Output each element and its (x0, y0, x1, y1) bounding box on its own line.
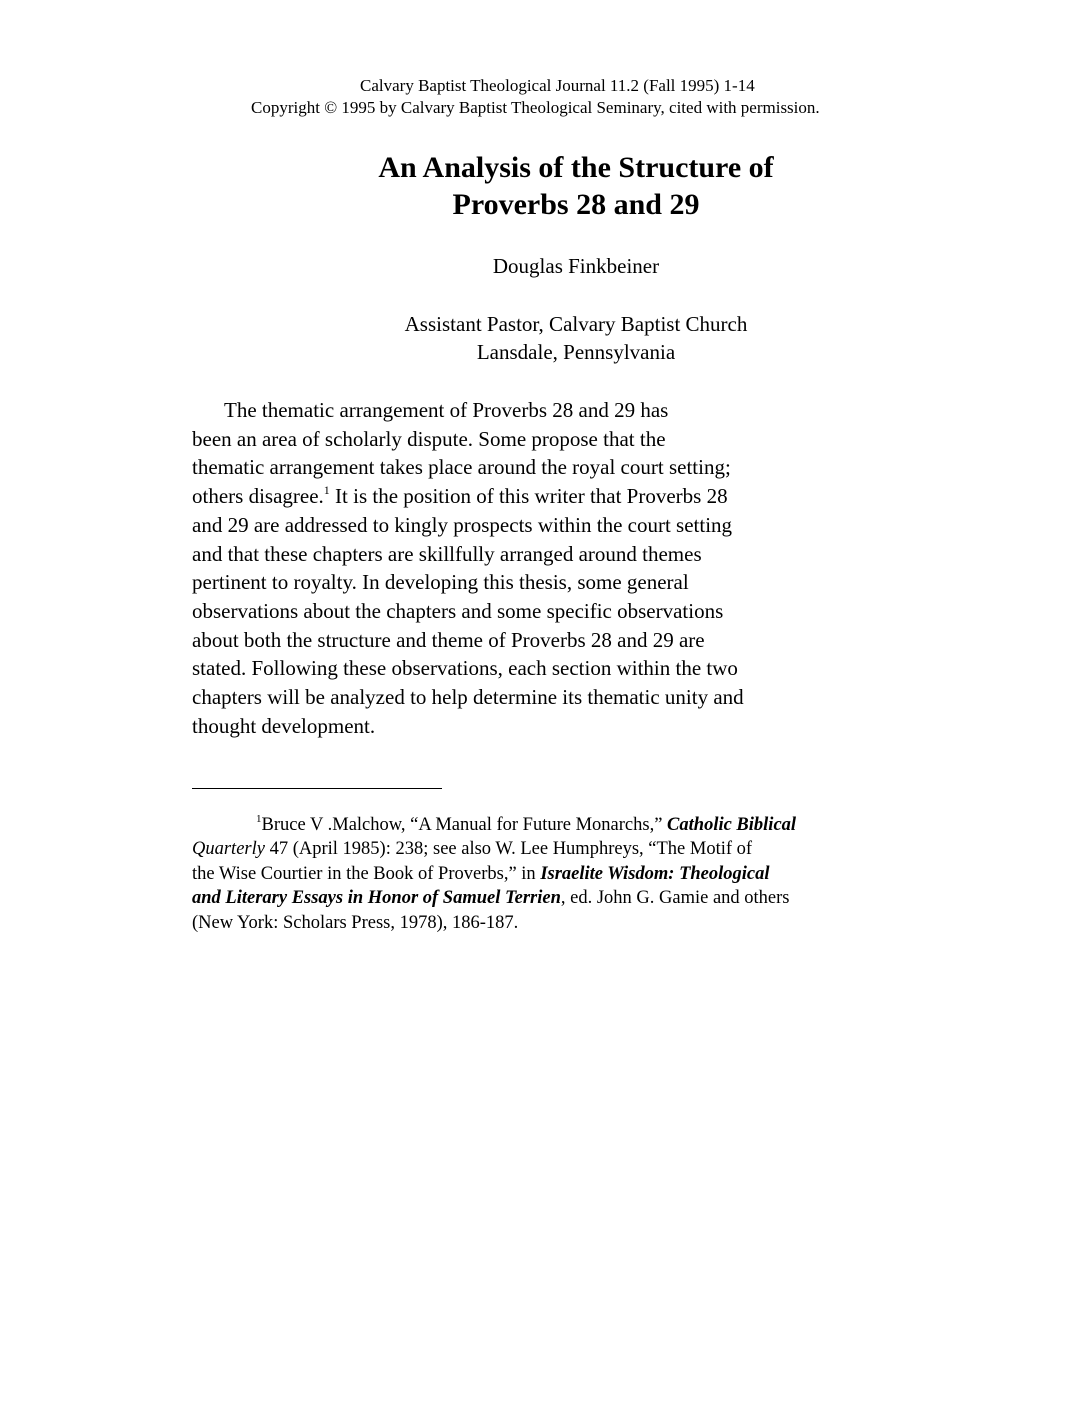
footnote-text: , ed. John G. Gamie and others (560, 888, 790, 909)
body-line: thematic arrangement takes place around the royal court setting; (192, 455, 731, 480)
body-text: others disagree. (192, 484, 324, 509)
article-title-line-2: Proverbs 28 and 29 (452, 188, 700, 221)
footnote-separator (192, 788, 442, 789)
body-line: pertinent to royalty. In developing this thesis, some general (192, 570, 689, 595)
footnote-line: (New York: Scholars Press, 1978), 186-187. (192, 912, 519, 933)
body-line: observations about the chapters and some specific observations (192, 598, 724, 623)
body-line: and that these chapters are skillfully arranged around themes (192, 541, 702, 566)
footnote-text: 47 (April 1985): 238; see also W. Lee Humphreys, “The Motif of (264, 839, 753, 860)
body-line: thought development. (192, 713, 376, 738)
body-line (192, 482, 892, 511)
body-line: chapters will be analyzed to help determine its thematic unity and (192, 685, 744, 710)
author-name: Douglas Finkbeiner (492, 254, 660, 278)
affiliation-line-1: Assistant Pastor, Calvary Baptist Church (404, 312, 748, 336)
article-title (0, 149, 1088, 223)
footnote-journal-title: Quarterly (192, 839, 265, 860)
author-affiliation (0, 310, 1088, 366)
footnote-line (192, 886, 892, 910)
footnote-book-title: and Literary Essays in Honor of Samuel Terrien (192, 888, 561, 909)
affiliation-line-2: Lansdale, Pennsylvania (476, 340, 676, 364)
copyright-notice: Copyright © 1995 by Calvary Baptist Theological Seminary, cited with permission. (251, 98, 820, 117)
journal-citation: Calvary Baptist Theological Journal 11.2 (Fall 1995) 1-14 (360, 76, 755, 95)
body-line: stated. Following these observations, each section within the two (192, 656, 738, 681)
body-line: been an area of scholarly dispute. Some propose that the (192, 426, 666, 451)
footnote-book-title: Israelite Wisdom: Theological (540, 863, 770, 884)
footnote-line (192, 837, 892, 861)
body-line: and 29 are addressed to kingly prospects within the court setting (192, 512, 733, 537)
footnote-text: the Wise Courtier in the Book of Proverbs,” in (192, 863, 541, 884)
footnote-text: Bruce V .Malchow, “A Manual for Future Monarchs,” (261, 815, 668, 835)
footnote-journal-title: Catholic Biblical (667, 815, 797, 835)
body-text: It is the position of this writer that Proverbs 28 (329, 484, 728, 509)
article-title-line-1: An Analysis of the Structure of (378, 151, 774, 184)
footnote-line (192, 813, 892, 837)
intro-paragraph (192, 396, 892, 740)
body-line: The thematic arrangement of Proverbs 28 and 29 has (224, 398, 669, 422)
footnote-reference[interactable]: 1 (323, 483, 330, 498)
footnote-1 (192, 813, 892, 935)
footnote-number: 1 (256, 813, 262, 825)
footnote-line (192, 862, 892, 886)
body-line: about both the structure and theme of Proverbs 28 and 29 are (192, 627, 705, 652)
